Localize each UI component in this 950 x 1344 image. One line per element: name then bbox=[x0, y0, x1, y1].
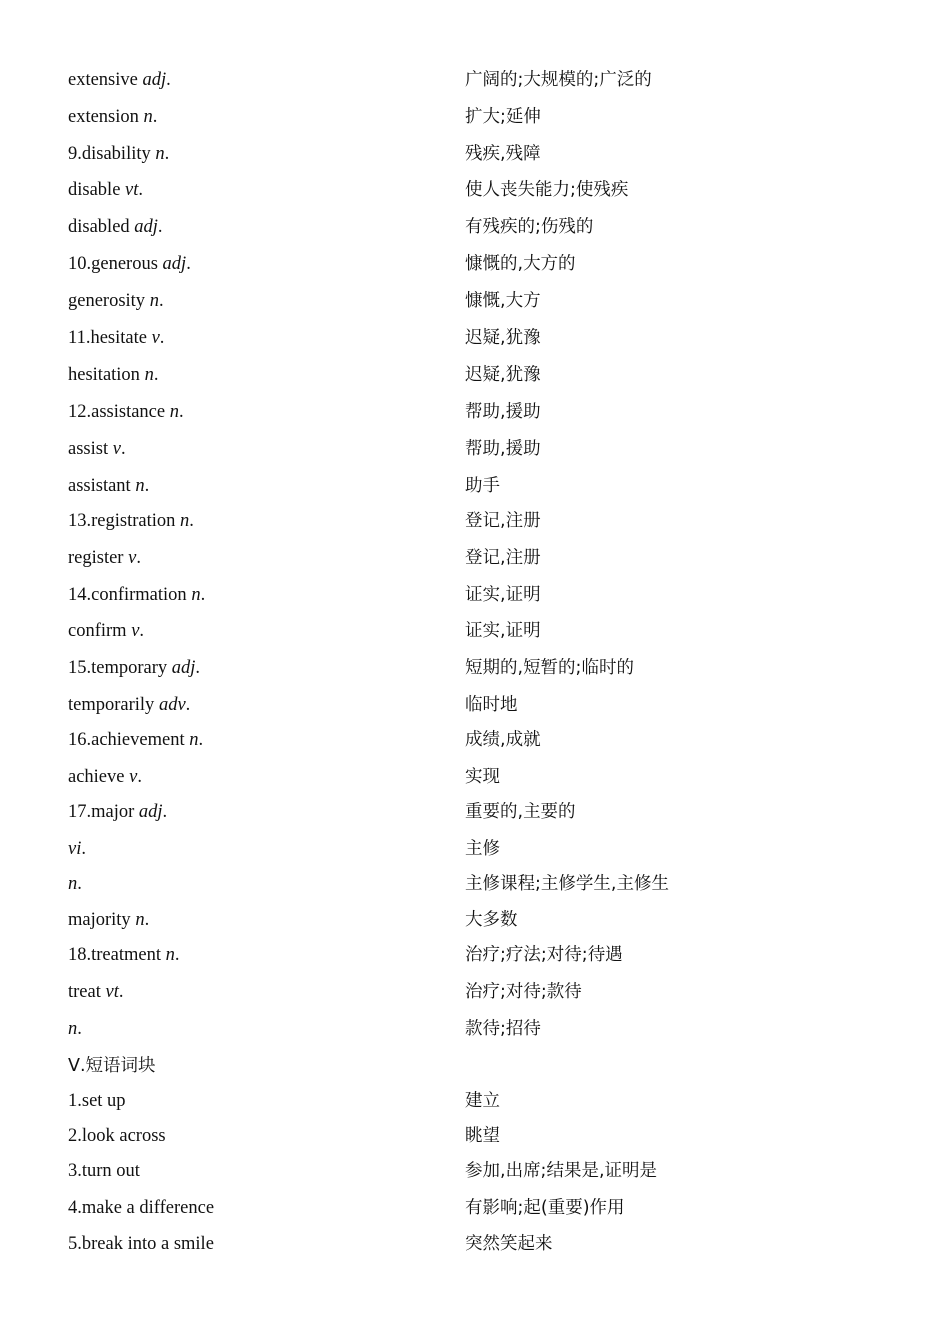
part-of-speech: vt bbox=[105, 982, 119, 1002]
vocab-term: confirm v. bbox=[68, 621, 145, 641]
part-of-speech: adj bbox=[142, 70, 167, 90]
phrase-meaning: 突然笑起来 bbox=[465, 1234, 553, 1254]
phrase-meaning: 眺望 bbox=[465, 1126, 500, 1146]
phrase-row bbox=[0, 1121, 950, 1151]
vocab-term: disabled adj. bbox=[68, 217, 163, 237]
vocab-meaning: 短期的,短暂的;临时的 bbox=[465, 658, 634, 678]
vocab-row bbox=[0, 616, 950, 646]
vocab-row bbox=[0, 323, 950, 353]
vocab-term: 10.generous adj. bbox=[68, 254, 191, 274]
vocab-row bbox=[0, 690, 950, 720]
part-of-speech: n bbox=[155, 144, 165, 164]
vocab-term: majority n. bbox=[68, 910, 150, 930]
part-of-speech: adj bbox=[162, 254, 187, 274]
vocab-meaning: 有残疾的;伤残的 bbox=[465, 217, 594, 237]
part-of-speech: v bbox=[151, 328, 160, 348]
vocab-row bbox=[0, 249, 950, 279]
vocab-meaning: 重要的,主要的 bbox=[465, 802, 576, 822]
vocab-term: assist v. bbox=[68, 439, 126, 459]
vocab-meaning: 主修 bbox=[465, 839, 500, 859]
vocab-row bbox=[0, 543, 950, 573]
phrase-row bbox=[0, 1086, 950, 1116]
phrase-text: 3.turn out bbox=[68, 1161, 140, 1181]
vocab-term: treat vt. bbox=[68, 982, 124, 1002]
section-heading: Ⅴ.短语词块 bbox=[68, 1056, 156, 1076]
phrase-text: 4.make a difference bbox=[68, 1198, 215, 1218]
vocab-meaning: 临时地 bbox=[465, 695, 518, 715]
vocab-meaning: 实现 bbox=[465, 767, 500, 787]
vocab-row bbox=[0, 506, 950, 536]
phrase-text: 2.look across bbox=[68, 1126, 166, 1146]
vocab-meaning: 主修课程;主修学生,主修生 bbox=[465, 874, 669, 894]
vocab-row bbox=[0, 360, 950, 390]
phrase-meaning: 有影响;起(重要)作用 bbox=[465, 1198, 625, 1218]
vocab-meaning: 证实,证明 bbox=[465, 621, 541, 641]
phrase-text: 5.break into a smile bbox=[68, 1234, 214, 1254]
part-of-speech: n bbox=[144, 365, 154, 385]
vocab-meaning: 使人丧失能力;使残疾 bbox=[465, 180, 629, 200]
vocab-term: assistant n. bbox=[68, 476, 150, 496]
vocab-row bbox=[0, 834, 950, 864]
part-of-speech: n bbox=[68, 1019, 78, 1039]
vocab-row bbox=[0, 580, 950, 610]
vocab-row bbox=[0, 905, 950, 935]
vocab-meaning: 证实,证明 bbox=[465, 585, 541, 605]
vocab-term: register v. bbox=[68, 548, 141, 568]
vocab-term: hesitation n. bbox=[68, 365, 159, 385]
part-of-speech: n bbox=[165, 945, 175, 965]
vocab-meaning: 治疗;疗法;对待;待遇 bbox=[465, 945, 623, 965]
vocab-term: generosity n. bbox=[68, 291, 164, 311]
vocab-row bbox=[0, 212, 950, 242]
vocab-meaning: 治疗;对待;款待 bbox=[465, 982, 582, 1002]
vocab-term: 17.major adj. bbox=[68, 802, 168, 822]
part-of-speech: adv bbox=[158, 695, 186, 715]
part-of-speech: vt bbox=[125, 180, 139, 200]
vocab-meaning: 扩大;延伸 bbox=[465, 107, 541, 127]
vocab-row bbox=[0, 139, 950, 169]
vocab-row bbox=[0, 397, 950, 427]
vocab-row bbox=[0, 175, 950, 205]
part-of-speech: n bbox=[135, 476, 145, 496]
vocab-meaning: 帮助,援助 bbox=[465, 402, 541, 422]
vocab-row bbox=[0, 434, 950, 464]
part-of-speech: v bbox=[129, 767, 138, 787]
vocab-meaning: 迟疑,犹豫 bbox=[465, 328, 541, 348]
vocab-term: achieve v. bbox=[68, 767, 142, 787]
part-of-speech: v bbox=[112, 439, 121, 459]
vocab-row bbox=[0, 725, 950, 755]
vocab-row bbox=[0, 471, 950, 501]
vocab-term: extensive adj. bbox=[68, 70, 171, 90]
part-of-speech: v bbox=[131, 621, 140, 641]
section-heading-row bbox=[0, 1051, 950, 1081]
vocab-meaning: 助手 bbox=[465, 476, 500, 496]
vocab-meaning: 残疾,残障 bbox=[465, 144, 541, 164]
vocab-term: 11.hesitate v. bbox=[68, 328, 165, 348]
vocab-term: vi. bbox=[68, 839, 86, 859]
part-of-speech: n bbox=[143, 107, 153, 127]
phrase-row bbox=[0, 1156, 950, 1186]
part-of-speech: n bbox=[169, 402, 179, 422]
vocab-term: 14.confirmation n. bbox=[68, 585, 206, 605]
vocab-row bbox=[0, 65, 950, 95]
part-of-speech: n bbox=[68, 874, 78, 894]
vocab-meaning: 款待;招待 bbox=[465, 1019, 541, 1039]
part-of-speech: v bbox=[128, 548, 137, 568]
vocab-term: disable vt. bbox=[68, 180, 144, 200]
vocab-row bbox=[0, 286, 950, 316]
vocab-row bbox=[0, 977, 950, 1007]
phrase-row bbox=[0, 1193, 950, 1223]
vocab-row bbox=[0, 940, 950, 970]
vocab-term: 15.temporary adj. bbox=[68, 658, 201, 678]
vocab-row bbox=[0, 653, 950, 683]
vocab-row bbox=[0, 1014, 950, 1044]
vocab-term: extension n. bbox=[68, 107, 158, 127]
vocab-meaning: 登记,注册 bbox=[465, 548, 541, 568]
vocab-row bbox=[0, 762, 950, 792]
vocab-row bbox=[0, 102, 950, 132]
part-of-speech: n bbox=[189, 730, 199, 750]
vocab-row bbox=[0, 869, 950, 899]
part-of-speech: vi bbox=[68, 839, 82, 859]
part-of-speech: n bbox=[149, 291, 159, 311]
part-of-speech: n bbox=[191, 585, 201, 605]
part-of-speech: adj bbox=[134, 217, 158, 237]
phrase-meaning: 建立 bbox=[465, 1091, 500, 1111]
vocab-term: 16.achievement n. bbox=[68, 730, 204, 750]
vocab-meaning: 帮助,援助 bbox=[465, 439, 541, 459]
vocab-row bbox=[0, 797, 950, 827]
vocab-term: temporarily adv. bbox=[68, 695, 191, 715]
part-of-speech: adj bbox=[171, 658, 196, 678]
part-of-speech: n bbox=[135, 910, 145, 930]
part-of-speech: n bbox=[180, 511, 190, 531]
vocab-term: 13.registration n. bbox=[68, 511, 194, 531]
vocab-meaning: 迟疑,犹豫 bbox=[465, 365, 541, 385]
phrase-text: 1.set up bbox=[68, 1091, 126, 1111]
vocab-meaning: 慷慨的,大方的 bbox=[465, 254, 576, 274]
vocab-meaning: 大多数 bbox=[465, 910, 518, 930]
vocab-meaning: 慷慨,大方 bbox=[465, 291, 541, 311]
phrase-meaning: 参加,出席;结果是,证明是 bbox=[465, 1161, 658, 1181]
part-of-speech: adj bbox=[138, 802, 163, 822]
vocab-meaning: 登记,注册 bbox=[465, 511, 541, 531]
vocab-term: n. bbox=[68, 874, 82, 894]
vocab-term: 18.treatment n. bbox=[68, 945, 180, 965]
vocab-term: 9.disability n. bbox=[68, 144, 170, 164]
vocab-meaning: 成绩,成就 bbox=[465, 730, 541, 750]
phrase-row bbox=[0, 1229, 950, 1259]
vocab-term: 12.assistance n. bbox=[68, 402, 184, 422]
vocab-term: n. bbox=[68, 1019, 82, 1039]
vocab-meaning: 广阔的;大规模的;广泛的 bbox=[465, 70, 652, 90]
